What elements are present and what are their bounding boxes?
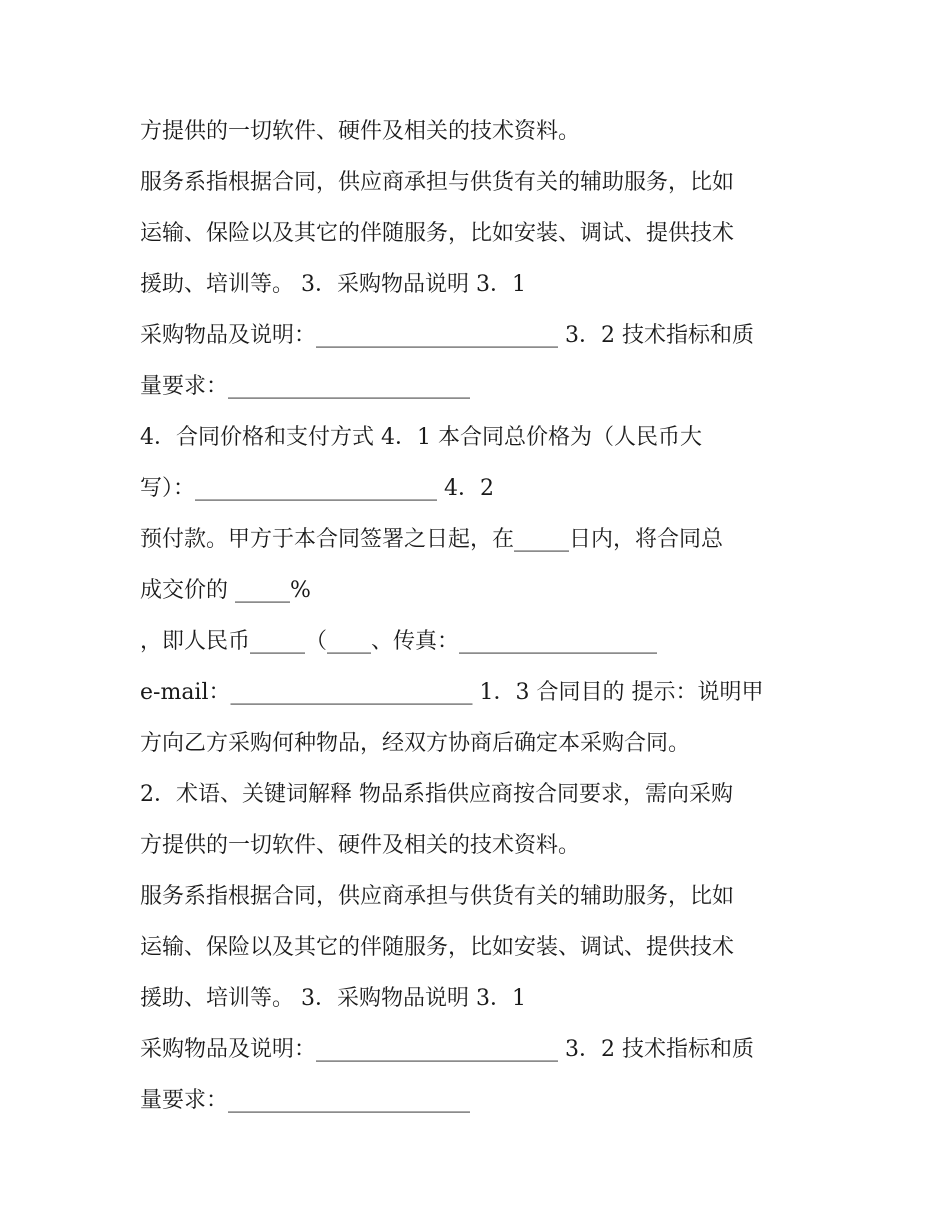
- text-line: 写）：______________________ 4．2: [140, 476, 494, 501]
- text-line: e-mail：______________________ 1．3 合同目的 提示：说明甲: [140, 680, 764, 705]
- text-line: ，即人民币_____（____、传真：__________________: [140, 629, 658, 654]
- text-line: 援助、培训等。 3．采购物品说明 3．1: [140, 272, 526, 297]
- text-line: 方提供的一切软件、硬件及相关的技术资料。: [140, 833, 581, 858]
- text-line: 采购物品及说明：______________________ 3．2 技术指标和质: [140, 1037, 754, 1062]
- text-line: 援助、培训等。 3．采购物品说明 3．1: [140, 986, 526, 1011]
- contract-text-block: [140, 106, 830, 1126]
- text-line: 方向乙方采购何种物品，经双方协商后确定本采购合同。: [140, 731, 691, 756]
- text-line: 运输、保险以及其它的伴随服务，比如安装、调试、提供技术: [140, 935, 735, 960]
- text-line: 4．合同价格和支付方式 4．1 本合同总价格为（人民币大: [140, 425, 702, 450]
- text-line: 2．术语、关键词解释 物品系指供应商按合同要求，需向采购: [140, 782, 733, 807]
- text-line: 量要求：______________________: [140, 374, 471, 399]
- text-line: 采购物品及说明：______________________ 3．2 技术指标和质: [140, 323, 754, 348]
- text-line: 服务系指根据合同，供应商承担与供货有关的辅助服务，比如: [140, 884, 735, 909]
- text-line: 方提供的一切软件、硬件及相关的技术资料。: [140, 119, 581, 144]
- text-line: 运输、保险以及其它的伴随服务，比如安装、调试、提供技术: [140, 221, 735, 246]
- text-line: 服务系指根据合同，供应商承担与供货有关的辅助服务，比如: [140, 170, 735, 195]
- text-line: 量要求：______________________: [140, 1088, 471, 1113]
- text-line: 成交价的 _____%: [140, 578, 311, 603]
- text-line: 预付款。甲方于本合同签署之日起，在_____日内，将合同总: [140, 527, 724, 552]
